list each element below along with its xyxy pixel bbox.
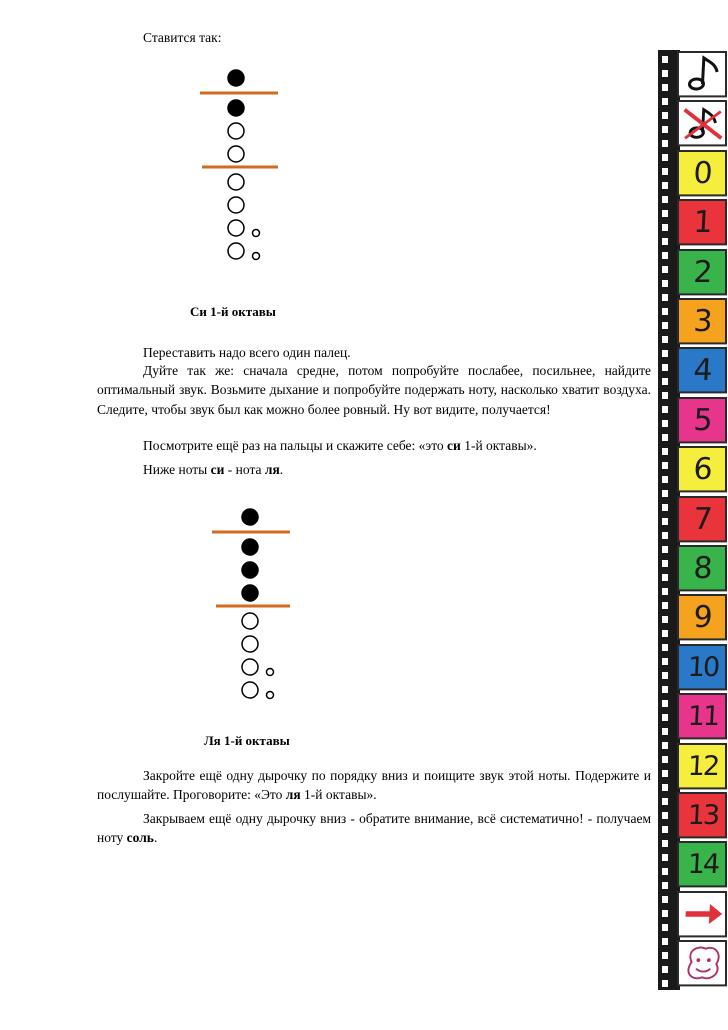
- tab-4[interactable]: [658, 346, 728, 394]
- tab-label: 5: [692, 402, 714, 438]
- hole-5-open: [228, 174, 244, 190]
- intro-text: Ставится так:: [143, 30, 222, 45]
- tab-label: 8: [692, 550, 714, 586]
- tab-label: 7: [692, 501, 714, 537]
- tab-crossed-note[interactable]: [658, 99, 728, 147]
- caption-si: Си 1-й октавы: [190, 304, 276, 319]
- tab-label: 13: [687, 799, 719, 831]
- tab-14[interactable]: [658, 840, 728, 888]
- arrow-right-icon: [681, 890, 726, 938]
- hole-5-open: [242, 613, 258, 629]
- music-note-icon: [681, 50, 726, 98]
- tab-label: 9: [692, 600, 714, 636]
- hole-4-open: [228, 146, 244, 162]
- caption-la: Ля 1-й октавы: [204, 733, 290, 748]
- tab-label: 12: [687, 750, 719, 782]
- tab-10[interactable]: [658, 643, 728, 691]
- hole-1-closed: [228, 70, 244, 86]
- fingering-diagram-si: [190, 65, 300, 270]
- tab-8[interactable]: [658, 544, 728, 592]
- tab-0[interactable]: [658, 149, 728, 197]
- tab-1[interactable]: [658, 198, 728, 246]
- tab-6[interactable]: [658, 445, 728, 493]
- tab-label: 11: [687, 700, 719, 732]
- tab-12[interactable]: [658, 742, 728, 790]
- hole-2-closed: [228, 100, 244, 116]
- tab-label: 2: [692, 254, 714, 290]
- tab-label: 0: [692, 155, 714, 191]
- tab-3[interactable]: [658, 297, 728, 345]
- crossed-note-icon: [681, 99, 726, 147]
- paragraph-blow: Дуйте так же: сначала средне, потом попробуйте послабее, посильнее, найдите оптимальный звук. Возьмите дыхание и попробуйте подержать ноту, насколько хватит воздуха. Следите, чтобы звук был как можно более ровный. Ну вот видите, получается!: [97, 363, 651, 417]
- paragraph-below: Ниже ноты си - нота ля.: [143, 462, 284, 477]
- tab-9[interactable]: [658, 593, 728, 641]
- paragraph-next: Закрываем ещё одну дырочку вниз - обратите внимание, всё систематично! - получаем ноту соль.: [97, 811, 651, 846]
- hole-7-open: [228, 220, 244, 236]
- hole-7-small-open: [267, 669, 274, 676]
- hole-2-closed: [242, 539, 258, 555]
- paragraph-look: Посмотрите ещё раз на пальцы и скажите себе: «это си 1-й октавы».: [143, 438, 537, 453]
- hole-8-small-open: [253, 253, 260, 260]
- hole-4-closed: [242, 585, 258, 601]
- hole-1-closed: [242, 509, 258, 525]
- tab-7[interactable]: [658, 495, 728, 543]
- tab-label: 10: [687, 651, 719, 683]
- hole-3-open: [228, 123, 244, 139]
- tab-arrow-right[interactable]: [658, 890, 728, 938]
- hole-7-open: [242, 659, 258, 675]
- tab-label: 1: [692, 204, 714, 240]
- hole-8-small-open: [267, 692, 274, 699]
- hole-6-open: [228, 197, 244, 213]
- paragraph-close: Закройте ещё одну дырочку по порядку вниз и поищите звук этой ноты. Подержите и послушайте. Проговорите: «Это ля 1-й октавы».: [97, 768, 651, 803]
- tab-2[interactable]: [658, 248, 728, 296]
- tab-label: 3: [692, 303, 714, 339]
- face-icon: [681, 939, 726, 987]
- tab-face[interactable]: [658, 939, 728, 987]
- hole-3-closed: [242, 562, 258, 578]
- tab-label: 14: [687, 849, 719, 881]
- paragraph-one-finger: Переставить надо всего один палец.: [143, 345, 351, 360]
- chapter-sidebar: [658, 50, 728, 990]
- hole-8-open: [242, 682, 258, 698]
- tab-label: 6: [692, 451, 714, 487]
- tab-label: 4: [692, 353, 714, 389]
- tab-13[interactable]: [658, 791, 728, 839]
- hole-8-open: [228, 243, 244, 259]
- fingering-diagram-la: [200, 505, 310, 710]
- tab-music-note[interactable]: [658, 50, 728, 98]
- hole-7-small-open: [253, 230, 260, 237]
- tab-11[interactable]: [658, 692, 728, 740]
- hole-6-open: [242, 636, 258, 652]
- tab-5[interactable]: [658, 396, 728, 444]
